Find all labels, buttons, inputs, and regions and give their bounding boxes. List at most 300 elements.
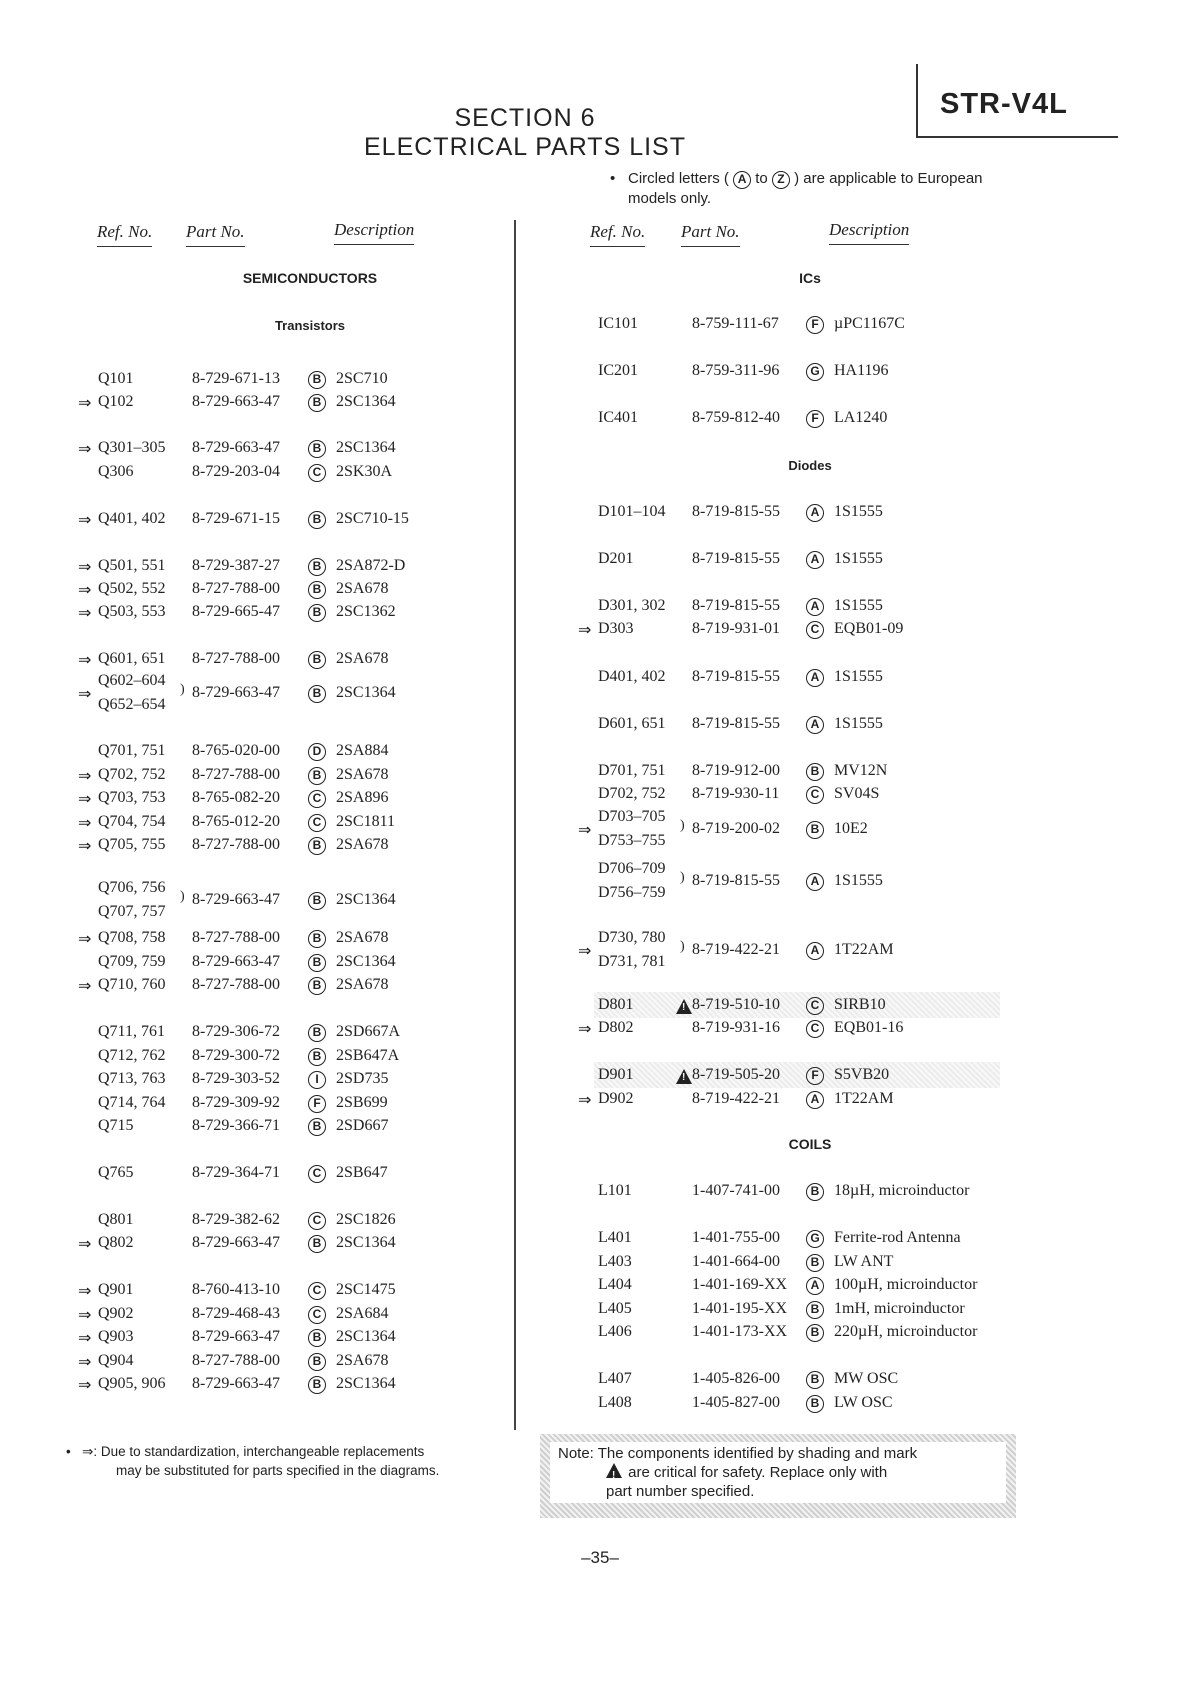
ref-no: Q705, 755 [98,836,166,853]
ref-no: Q709, 759 [98,953,166,970]
ref-no: Q102 [98,393,134,410]
part-row [0,1229,961,1251]
header-ref-left: Ref. No. [97,222,152,247]
part-row [0,409,888,431]
ref-no: Q902 [98,1305,134,1322]
part-no: 8-729-663-47 [192,1375,280,1392]
ref-no: Q714, 764 [98,1094,166,1111]
part-description: 2SA872-D [336,557,406,574]
part-description: 100µH, microinductor [834,1276,978,1293]
brace: ) [680,939,685,954]
part-no: 1-401-195-XX [692,1300,788,1317]
ref-no: Q715 [98,1117,134,1134]
note-text-3: models only. [628,190,712,207]
ref-no: Q602–604 [98,672,166,689]
part-no: 8-729-387-27 [192,557,280,574]
part-description: Ferrite-rod Antenna [834,1229,961,1246]
part-no: 1-401-755-00 [692,1229,780,1246]
circled-letter-icon: F [806,410,824,428]
interchange-arrow-icon: ⇒ [578,622,592,639]
circled-letter-icon: A [806,504,824,522]
ref-no: L408 [598,1394,632,1411]
part-no: 8-729-663-47 [192,953,280,970]
brace: ) [180,682,185,697]
part-no: 1-405-827-00 [692,1394,780,1411]
part-no: 8-727-788-00 [192,836,280,853]
part-no: 8-719-930-11 [692,785,780,802]
ref-no: IC101 [598,315,638,332]
ref-no: Q704, 754 [98,813,166,830]
interchange-arrow-icon: ⇒ [78,838,92,855]
circled-letter-icon: F [806,1067,824,1085]
ref-no: L403 [598,1253,632,1270]
circled-letter-icon: B [806,1183,824,1201]
part-description: EQB01-16 [834,1019,904,1036]
circled-letter-icon: B [308,685,326,703]
ref-no: Q101 [98,370,134,387]
part-row [0,315,905,337]
brace: ) [180,889,185,904]
part-description: 10E2 [834,820,868,837]
part-no: 8-719-912-00 [692,762,780,779]
part-no: 8-729-671-13 [192,370,280,387]
part-no: 8-759-111-67 [692,315,779,332]
ref-no: L101 [598,1182,632,1199]
part-description: HA1196 [834,362,889,379]
header-desc-left: Description [334,220,414,245]
ref-no: D201 [598,550,634,567]
interchange-arrow-icon: ⇒ [78,815,92,832]
part-no: 8-719-510-10 [692,996,780,1013]
circled-letter-icon: I [308,1071,326,1089]
circled-letter-icon: C [308,1282,326,1300]
part-no: 8-729-300-72 [192,1047,280,1064]
part-no: 8-729-366-71 [192,1117,280,1134]
part-description: 2SD667A [336,1023,401,1040]
circled-letter-icon: C [308,1306,326,1324]
circled-letter-icon: B [308,558,326,576]
part-row [0,1300,965,1322]
part-row [0,463,440,485]
circled-letter-icon: B [308,394,326,412]
part-description: 1mH, microinductor [834,1300,965,1317]
warning-triangle-icon [676,999,692,1014]
interchange-arrow-icon: ⇒ [78,605,92,622]
part-no: 1-401-173-XX [692,1323,788,1340]
part-description: 2SC1364 [336,439,396,456]
ref-no-secondary: D756–759 [598,884,666,901]
section-name: ELECTRICAL PARTS LIST [363,133,686,161]
part-row [0,668,883,690]
part-no: 8-719-931-01 [692,620,780,637]
part-row [0,550,883,572]
part-description: 2SC1364 [336,953,396,970]
circled-letter-icon: A [806,942,824,960]
part-description: MV12N [834,762,888,779]
interchange-arrow-icon: ⇒ [78,559,92,576]
interchange-arrow-icon: ⇒ [78,1354,92,1371]
circled-letter-icon: G [806,363,824,381]
part-no: 8-729-663-47 [192,1328,280,1345]
header-ref-right: Ref. No. [590,222,645,247]
part-description: 220µH, microinductor [834,1323,978,1340]
circled-letter-icon: C [806,621,824,639]
circled-letter-icon: B [308,511,326,529]
ref-no: Q904 [98,1352,134,1369]
interchange-arrow-icon: ⇒ [78,1330,92,1347]
part-no: 8-727-788-00 [192,766,280,783]
interchange-arrow-icon: ⇒ [78,686,92,703]
ref-no: Q706, 756 [98,879,166,896]
interchange-arrow-icon: ⇒ [78,978,92,995]
safety-line-2: are critical for safety. Replace only with [628,1464,888,1481]
circled-letter-icon: B [806,763,824,781]
part-description: 2SA896 [336,789,389,806]
interchange-arrow-icon: ⇒ [578,822,592,839]
part-row [0,503,883,525]
part-no: 8-719-200-02 [692,820,780,837]
note-text-1: Circled letters ( [628,170,729,187]
circled-letter-icon: C [308,790,326,808]
circled-letter-icon: B [308,977,326,995]
group-ics: ICs [799,270,821,286]
part-no: 8-729-364-71 [192,1164,280,1181]
part-description: 2SC1364 [336,1375,396,1392]
interchange-arrow-icon: ⇒ [78,791,92,808]
part-no: 8-759-311-96 [692,362,780,379]
circled-letter-icon: B [806,821,824,839]
safety-line-3: part number specified. [606,1483,755,1500]
circled-letter-icon: B [308,892,326,910]
ref-no: Q601, 651 [98,650,166,667]
ref-no: D902 [598,1090,634,1107]
ref-no-secondary: D731, 781 [598,953,666,970]
part-no: 8-727-788-00 [192,580,280,597]
part-description: 2SA678 [336,766,389,783]
ref-no: Q905, 906 [98,1375,166,1392]
circled-letter-icon: B [308,440,326,458]
part-no: 8-729-468-43 [192,1305,280,1322]
circled-letter-icon: D [308,743,326,761]
circled-letter-icon: B [308,371,326,389]
circled-letter-icon: C [806,786,824,804]
part-row [0,1066,890,1088]
interchange-arrow-icon: ⇒ [578,1021,592,1038]
sub-diodes: Diodes [788,458,832,473]
warning-triangle-icon [676,1069,692,1084]
part-no: 8-727-788-00 [192,929,280,946]
part-description: 1T22AM [834,1090,894,1107]
footnote-line-1: : Due to standardization, interchangeable replacements [93,1444,425,1459]
part-description: 2SA678 [336,580,389,597]
part-description: 2SA678 [336,650,389,667]
part-description: 2SC1364 [336,393,396,410]
circled-letter-icon: C [308,1212,326,1230]
part-description: 2SA678 [336,1352,389,1369]
header-part-left: Part No. [186,222,245,247]
ref-no: D901 [598,1066,634,1083]
note-to: to [755,170,768,187]
circled-letter-icon: B [308,837,326,855]
part-no: 8-729-665-47 [192,603,280,620]
part-no: 1-401-169-XX [692,1276,788,1293]
part-description: 2SC1364 [336,684,396,701]
interchange-arrow-icon: ⇒ [78,1307,92,1324]
part-no: 8-765-012-20 [192,813,280,830]
part-description: 1S1555 [834,715,883,732]
circled-letter-icon: A [806,716,824,734]
part-no: 1-401-664-00 [692,1253,780,1270]
circled-letter-icon: B [806,1371,824,1389]
part-no: 8-765-020-00 [192,742,280,759]
part-no: 8-759-812-40 [692,409,780,426]
circled-letter-icon: C [308,464,326,482]
section-number: SECTION 6 [454,104,596,132]
part-row [0,976,440,998]
part-description: 2SB647A [336,1047,400,1064]
group-coils: COILS [788,1136,832,1152]
interchange-arrow-icon: ⇒ [578,1092,592,1109]
ref-no: D701, 751 [598,762,666,779]
interchange-arrow-icon: ⇒ [578,943,592,960]
safety-line-1: Note: The components identified by shading and mark [558,1445,918,1462]
part-no: 1-407-741-00 [692,1182,780,1199]
part-description: 2SC1826 [336,1211,396,1228]
note-bullet: • [610,170,616,187]
part-row [0,1090,894,1112]
ref-no: Q306 [98,463,134,480]
ref-no-secondary: Q707, 757 [98,903,166,920]
ref-no: D706–709 [598,860,666,877]
part-description: 2SK30A [336,463,393,480]
part-no: 8-727-788-00 [192,1352,280,1369]
circled-letter-icon: A [806,873,824,891]
part-description: 2SA678 [336,929,389,946]
circled-letter-icon: B [308,604,326,622]
ref-no: L405 [598,1300,632,1317]
part-row [0,1019,904,1041]
part-row [0,715,883,737]
part-no: 8-719-422-21 [692,941,780,958]
brace: ) [680,870,685,885]
ref-no: Q713, 763 [98,1070,166,1087]
part-description: 1T22AM [834,941,894,958]
part-description: 1S1555 [834,550,883,567]
part-no: 8-719-931-16 [692,1019,780,1036]
interchange-arrow-icon: ⇒ [78,582,92,599]
circled-letter-icon: B [308,1118,326,1136]
ref-no: L404 [598,1276,632,1293]
part-no: 8-729-306-72 [192,1023,280,1040]
part-description: LW OSC [834,1394,893,1411]
part-description: 2SA884 [336,742,389,759]
ref-no: D101–104 [598,503,666,520]
interchange-arrow-icon: ⇒ [78,931,92,948]
ref-no: L407 [598,1370,632,1387]
part-description: 2SC1362 [336,603,396,620]
ref-no: D703–705 [598,808,666,825]
part-description: 2SC710-15 [336,510,409,527]
part-description: 2SA678 [336,976,389,993]
circled-letter-icon: B [806,1395,824,1413]
ref-no: Q711, 761 [98,1023,165,1040]
part-no: 8-719-815-55 [692,550,780,567]
part-row [0,785,880,807]
part-no: 8-719-815-55 [692,597,780,614]
circled-letter-icon: B [308,1329,326,1347]
circled-letter-icon: B [806,1301,824,1319]
part-description: 1S1555 [834,503,883,520]
part-row [0,1253,894,1275]
footnote-bullet: • [66,1444,71,1459]
circled-letter-icon: A [806,598,824,616]
circled-letter-icon: C [308,1165,326,1183]
circled-letter-icon: C [308,814,326,832]
part-row [0,1276,978,1298]
column-divider [514,220,516,1430]
part-description: EQB01-09 [834,620,904,637]
part-description: 2SC1364 [336,1328,396,1345]
part-description: 2SA684 [336,1305,389,1322]
interchange-arrow-icon: ⇒ [78,768,92,785]
ref-no: Q401, 402 [98,510,166,527]
circled-letter-icon: F [806,316,824,334]
footnote-line-2: may be substituted for parts specified in the diagrams. [116,1463,440,1478]
circled-letter-icon: G [806,1230,824,1248]
ref-no: Q503, 553 [98,603,166,620]
ref-no: Q712, 762 [98,1047,166,1064]
page-number: –35– [581,1548,619,1567]
part-description: 2SC1475 [336,1281,396,1298]
ref-no: Q501, 551 [98,557,166,574]
part-description: µPC1167C [834,315,905,332]
safety-shading [594,1062,1000,1088]
ref-no: Q301–305 [98,439,166,456]
circled-letter-icon: A [806,1091,824,1109]
part-description: 2SC710 [336,370,388,387]
part-row [0,439,440,461]
ref-no: Q710, 760 [98,976,166,993]
part-no: 8-729-663-47 [192,439,280,456]
part-description: SV04S [834,785,880,802]
part-no: 8-729-663-47 [192,393,280,410]
part-description: 2SB647 [336,1164,388,1181]
part-no: 8-729-203-04 [192,463,280,480]
part-row [0,620,904,642]
ref-no: IC201 [598,362,638,379]
circled-letter-icon: B [308,930,326,948]
header-desc-right: Description [829,220,909,245]
ref-no: D303 [598,620,634,637]
part-no: 8-719-422-21 [692,1090,780,1107]
part-description: 2SD667 [336,1117,389,1134]
interchange-arrow-icon: ⇒ [78,652,92,669]
warning-triangle-icon [606,1463,622,1478]
ref-no: D801 [598,996,634,1013]
ref-no: D401, 402 [598,668,666,685]
part-no: 8-729-663-47 [192,684,280,701]
ref-no: Q801 [98,1211,134,1228]
ref-no: Q903 [98,1328,134,1345]
circled-letter-icon: F [308,1095,326,1113]
section-title [340,104,710,162]
ref-no: IC401 [598,409,638,426]
european-note [610,169,1098,208]
part-no: 8-719-815-55 [692,668,780,685]
part-row [0,1323,978,1345]
ref-no: D730, 780 [598,929,666,946]
part-row [0,742,440,764]
part-no: 8-727-788-00 [192,650,280,667]
model-label: STR-V4L [940,88,1068,120]
sub-transistors: Transistors [274,318,346,333]
ref-no: Q701, 751 [98,742,166,759]
part-no: 8-719-815-55 [692,503,780,520]
ref-no: D601, 651 [598,715,666,732]
part-description: SIRB10 [834,996,886,1013]
circled-letter-icon: B [308,581,326,599]
interchange-arrow-icon: ⇒ [78,1377,92,1394]
part-description: 2SB699 [336,1094,388,1111]
circled-letter-icon: B [308,1353,326,1371]
part-no: 8-719-815-55 [692,715,780,732]
part-description: 1S1555 [834,668,883,685]
ref-no: D301, 302 [598,597,666,614]
part-no: 8-760-413-10 [192,1281,280,1298]
part-row [0,1182,970,1204]
part-description: S5VB20 [834,1066,890,1083]
part-description: MW OSC [834,1370,899,1387]
interchange-arrow-icon: ⇒ [78,441,92,458]
safety-shading [594,992,1000,1018]
ref-no: D702, 752 [598,785,666,802]
ref-no: L406 [598,1323,632,1340]
ref-no: D802 [598,1019,634,1036]
circled-letter-icon: B [308,1024,326,1042]
part-row [0,362,889,384]
ref-no: Q702, 752 [98,766,166,783]
part-description: 2SA678 [336,836,389,853]
interchange-arrow-icon: ⇒ [82,1444,94,1459]
interchange-arrow-icon: ⇒ [78,1236,92,1253]
part-no: 1-405-826-00 [692,1370,780,1387]
ref-no: Q765 [98,1164,134,1181]
circled-letter-icon: A [806,1277,824,1295]
part-no: 8-729-309-92 [192,1094,280,1111]
circled-letter-icon: B [806,1324,824,1342]
ref-no: Q802 [98,1234,134,1251]
ref-no: Q703, 753 [98,789,166,806]
part-row [0,879,440,920]
group-semiconductors: SEMICONDUCTORS [242,270,378,286]
circled-letter-icon: B [806,1254,824,1272]
part-row [0,1394,893,1416]
ref-no-secondary: D753–755 [598,832,666,849]
ref-no: Q502, 552 [98,580,166,597]
part-no: 8-729-303-52 [192,1070,280,1087]
part-no: 8-729-671-15 [192,510,280,527]
part-no: 8-719-815-55 [692,872,780,889]
brace: ) [680,818,685,833]
ref-no-secondary: Q652–654 [98,696,166,713]
circled-letter-icon: B [308,1235,326,1253]
ref-no: Q708, 758 [98,929,166,946]
part-no: 8-719-505-20 [692,1066,780,1083]
circled-letter-icon: Z [772,171,790,189]
safety-note-box [540,1434,1016,1518]
note-text-2: ) are applicable to European [794,170,983,187]
part-description: 2SC1364 [336,891,396,908]
